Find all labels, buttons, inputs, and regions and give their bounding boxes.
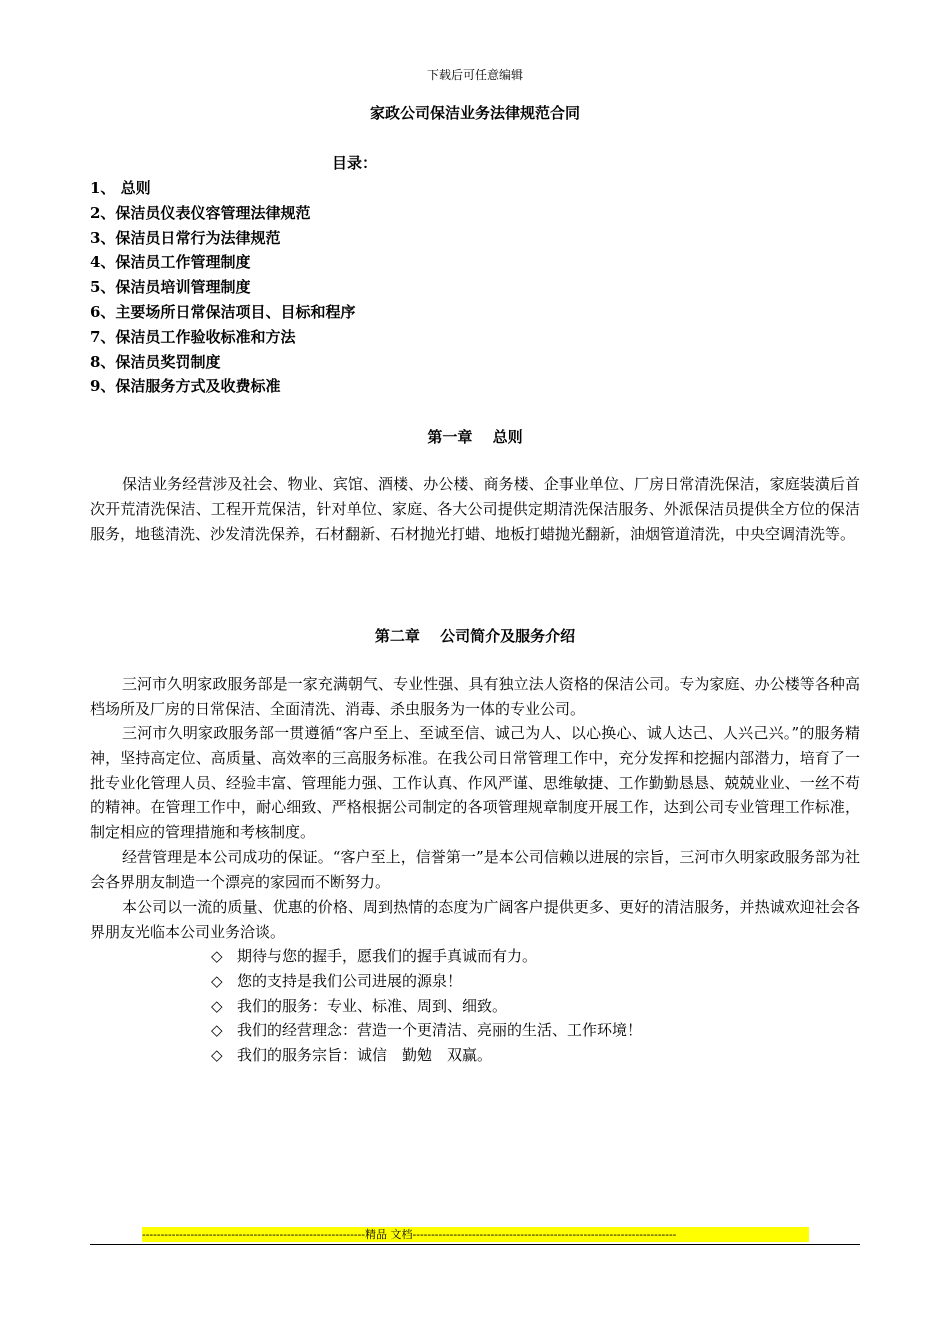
diamond-bullet-icon: ◇	[211, 947, 223, 965]
slogan-item: ◇ 期待与您的握手，愿我们的握手真诚而有力。	[211, 944, 642, 969]
toc-item: 2、保洁员仪表仪容管理法律规范	[90, 203, 311, 222]
chapter-2-paragraph: 经营管理是本公司成功的保证。“客户至上，信誉第一”是本公司信赖以进展的宗旨，三河市久明家政服务部为社会各界朋友制造一个漂亮的家园而不断努力。	[90, 848, 860, 891]
footer-text: ------------------------------------------------------------精品 文档-----------------------------------------------------------------------	[142, 1228, 677, 1241]
chapter-1-heading: 第一章 总则	[427, 428, 523, 446]
toc-item: 5、保洁员培训管理制度	[90, 278, 251, 297]
toc-item: 6、主要场所日常保洁项目、目标和程序	[90, 302, 356, 321]
footer-divider	[90, 1244, 860, 1245]
slogan-item: ◇ 我们的经营理念：营造一个更清洁、亮丽的生活、工作环境！	[211, 1018, 642, 1043]
footer-highlight	[142, 1227, 809, 1242]
chapter-2-paragraph: 三河市久明家政服务部是一家充满朝气、专业性强、具有独立法人资格的保洁公司。专为家庭、办公楼等各种高档场所及厂房的日常保洁、全面清洗、消毒、杀虫服务为一体的专业公司。	[90, 675, 860, 718]
slogan-item: ◇ 我们的服务：专业、标准、周到、细致。	[211, 994, 642, 1019]
slogan-item: ◇ 我们的服务宗旨：诚信 勤勉 双赢。	[211, 1043, 642, 1068]
table-of-contents	[90, 176, 355, 399]
toc-item: 3、保洁员日常行为法律规范	[90, 228, 281, 247]
document-title: 家政公司保洁业务法律规范合同	[369, 104, 580, 122]
toc-item: 1、 总则	[90, 179, 151, 197]
toc-item: 7、保洁员工作验收标准和方法	[90, 327, 296, 346]
toc-item: 4、保洁员工作管理制度	[90, 253, 251, 272]
toc-heading: 目录：	[332, 154, 378, 172]
slogan-item: ◇ 您的支持是我们公司进展的源泉！	[211, 969, 642, 994]
chapter-2-paragraph: 本公司以一流的质量、优惠的价格、周到热情的态度为广阔客户提供更多、更好的清洁服务，并热诚欢迎社会各界朋友光临本公司业务洽谈。	[90, 898, 860, 941]
diamond-bullet-icon: ◇	[211, 971, 223, 990]
toc-item: 8、保洁员奖罚制度	[90, 352, 221, 371]
diamond-bullet-icon: ◇	[211, 1046, 223, 1065]
slogan-list	[211, 944, 642, 1068]
header-note: 下载后可任意编辑	[426, 68, 523, 82]
diamond-bullet-icon: ◇	[211, 1021, 223, 1040]
toc-item: 9、保洁服务方式及收费标准	[90, 377, 281, 396]
chapter-2-paragraph: 三河市久明家政服务部一贯遵循“客户至上、至诚至信、诚己为人、以心换心、诚人达己、人兴己兴。”的服务精神，坚持高定位、高质量、高效率的三高服务标准。在我公司日常管理工作中，充分发挥和挖掘内部潜力，培育了一批专业化管理人员、经验丰富、管理能力强、工作认真、作风严谨、思维敏捷、工作勤勤恳恳、兢兢业业、一丝不苟的精神。在管理工作中，耐心细致、严格根据公司制定的各项管理规章制度开展工作，达到公司专业管理工作标准，制定相应的管理措施和考核制度。	[90, 724, 860, 842]
diamond-bullet-icon: ◇	[211, 996, 223, 1015]
chapter-1-paragraph: 保洁业务经营涉及社会、物业、宾馆、酒楼、办公楼、商务楼、企事业单位、厂房日常清洗保洁，家庭装潢后首次开荒清洗保洁、工程开荒保洁，针对单位、家庭、各大公司提供定期清洗保洁服务、外派保洁员提供全方位的保洁服务，地毯清洗、沙发清洗保养，石材翻新、石材抛光打蜡、地板打蜡抛光翻新，油烟管道清洗，中央空调清洗等。	[90, 475, 860, 543]
chapter-2-heading: 第二章 公司简介及服务介绍	[374, 627, 576, 645]
